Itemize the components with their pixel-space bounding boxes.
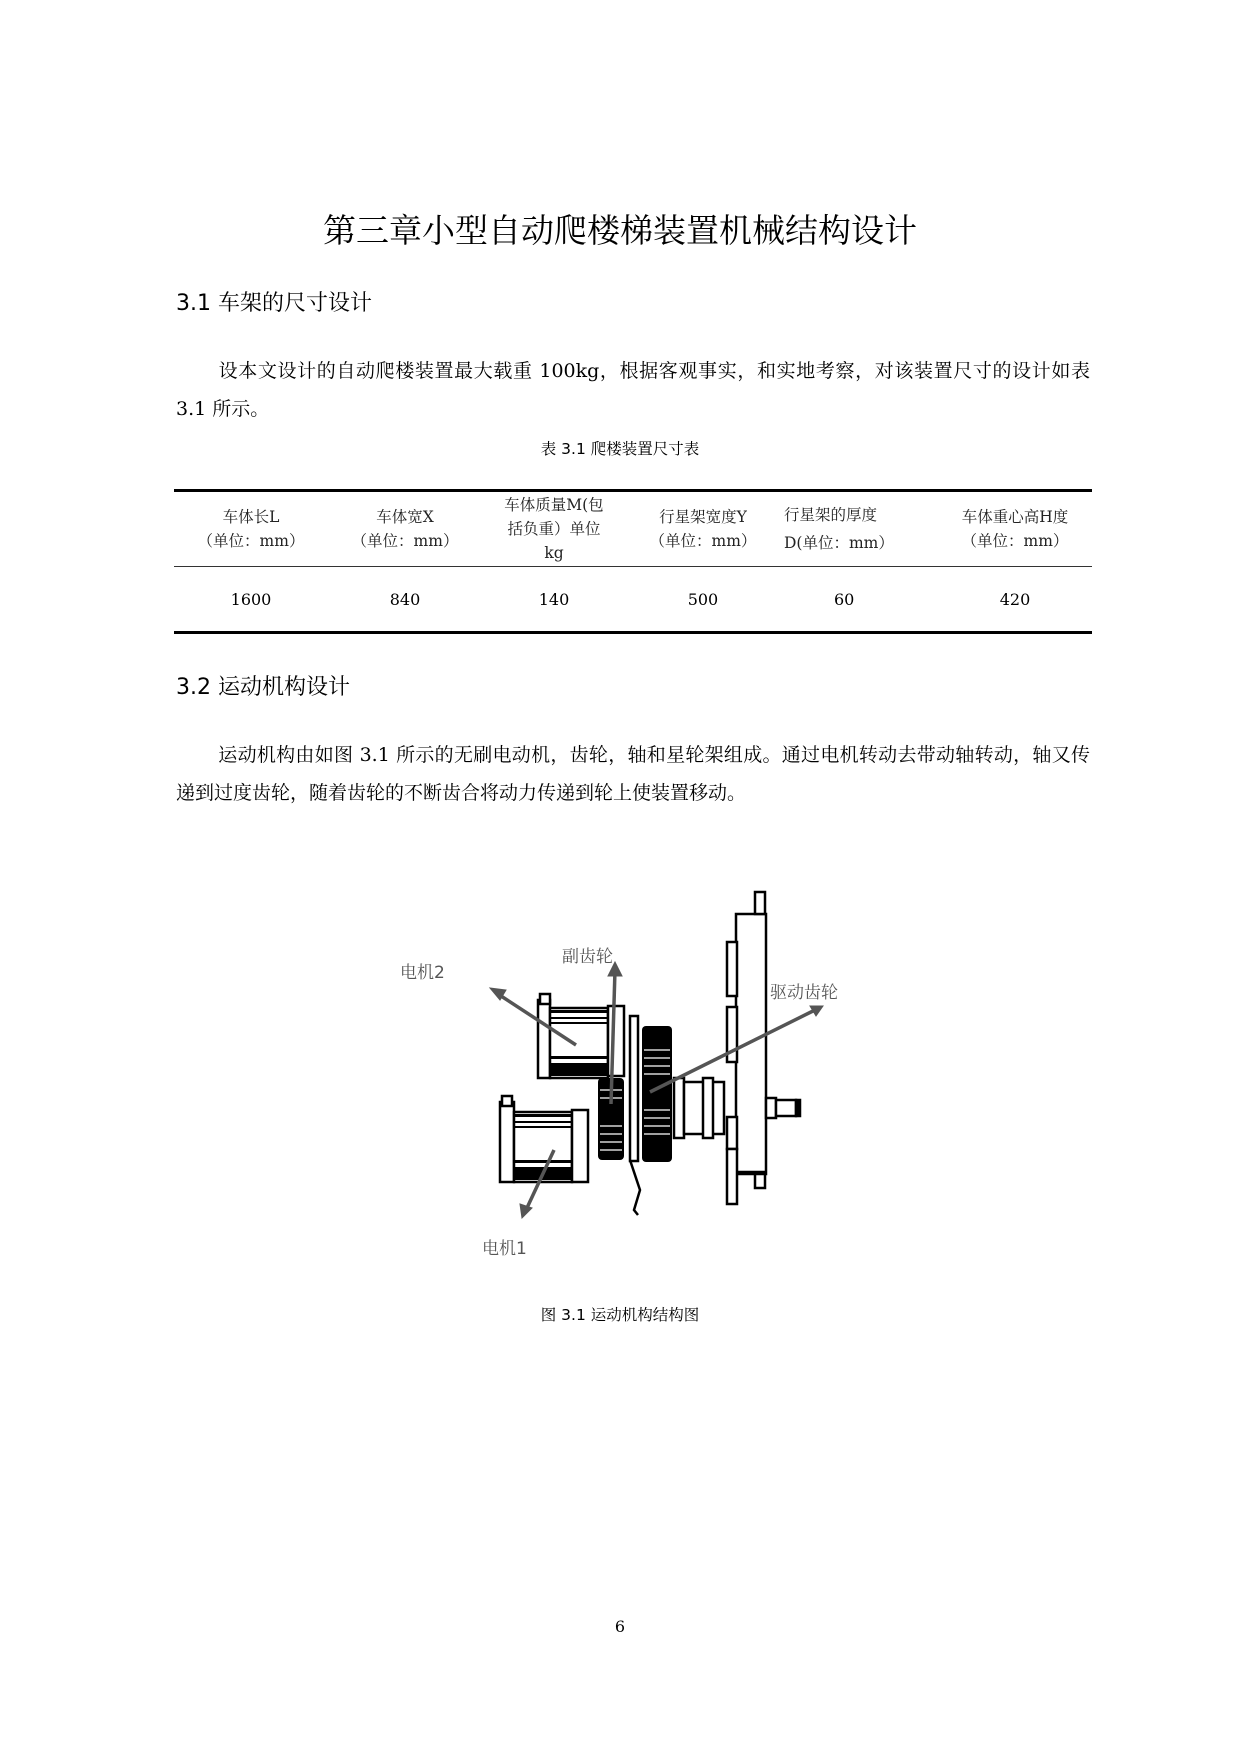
header-cell-width: 车体宽X （单位：mm） (351, 508, 459, 550)
mechanism-diagram-icon (430, 870, 890, 1270)
header-cell-planet-width: 行星架宽度Y （单位：mm） (649, 508, 757, 550)
section-3-2-paragraph (176, 736, 1090, 812)
chapter-title: 第三章小型自动爬楼梯装置机械结构设计 (323, 211, 917, 250)
section-3-1-paragraph (176, 352, 1090, 428)
label-motor-1: 电机1 (482, 1239, 527, 1259)
cell-cog-height-value: 420 (999, 589, 1031, 609)
table-caption: 表 3.1 爬楼装置尺寸表 (540, 440, 700, 458)
cell-planet-thickness-value: 60 (833, 589, 855, 609)
cell-planet-width-value: 500 (687, 589, 719, 609)
figure-caption: 图 3.1 运动机构结构图 (540, 1306, 700, 1324)
label-drive-gear: 驱动齿轮 (770, 983, 838, 1003)
dimension-table (174, 489, 1092, 634)
section-heading-3-2: 3.2 运动机构设计 (176, 675, 350, 700)
cell-length-value: 1600 (230, 589, 272, 609)
page-number: 6 (614, 1617, 626, 1636)
paragraph-text: 运动机构由如图 3.1 所示的无刷电动机，齿轮，轴和星轮架组成。通过电机转动去带动轴转动，轴又传递到过度齿轮，随着齿轮的不断齿合将动力传递到轮上使装置移动。 (176, 744, 1090, 804)
header-cell-mass: 车体质量M(包 括负重）单位 kg (504, 496, 604, 562)
header-cell-planet-thickness: 行星架的厚度 D(单位：mm） (783, 506, 894, 552)
label-secondary-gear: 副齿轮 (562, 947, 613, 967)
table-row (174, 567, 1092, 633)
paragraph-text: 设本文设计的自动爬楼装置最大载重 100kg，根据客观事实，和实地考察，对该装置尺寸的设计如表 3.1 所示。 (176, 360, 1090, 420)
table-header-row (174, 491, 1092, 567)
header-cell-cog-height: 车体重心高H度 （单位：mm） (961, 508, 1069, 550)
cell-width-value: 840 (389, 589, 421, 609)
label-motor-2: 电机2 (400, 963, 445, 983)
header-cell-length: 车体长L （单位：mm） (197, 508, 305, 550)
section-heading-3-1: 3.1 车架的尺寸设计 (176, 291, 372, 316)
mechanism-figure (400, 870, 890, 1270)
cell-mass-value: 140 (538, 589, 570, 609)
